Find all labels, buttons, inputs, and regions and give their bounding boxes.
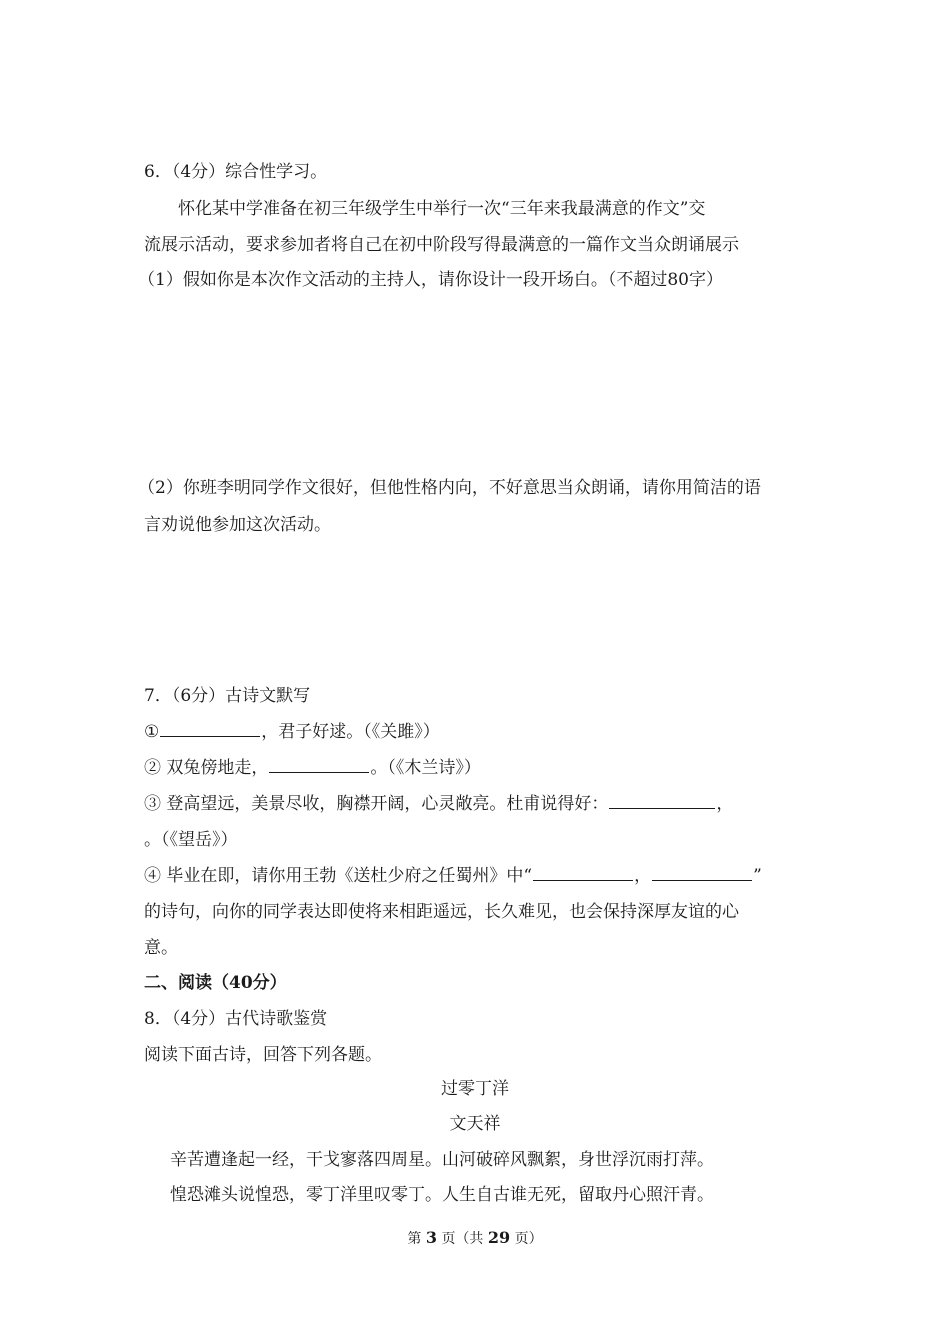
answer-blank-1[interactable] [160, 720, 260, 737]
answer-blank-4[interactable] [533, 864, 633, 881]
q6-part2-line2: 言劝说他参加这次活动。 [144, 515, 331, 535]
q7-item2-suffix: 。（《木兰诗》） [370, 758, 481, 778]
q7-item2 [144, 756, 810, 780]
q6-part1: （1）假如你是本次作文活动的主持人，请你设计一段开场白。（不超过80字） [138, 270, 723, 290]
footer-prefix: 第 [407, 1231, 422, 1247]
q6-part2-line1: （2）你班李明同学作文很好，但他性格内向，不好意思当众朗诵，请你用简洁的语 [138, 478, 761, 498]
footer-middle: 页（共 [441, 1231, 484, 1247]
q7-item1 [144, 720, 810, 744]
page-footer [0, 1228, 950, 1249]
section2-title: 二、阅读（40分） [144, 973, 287, 993]
q6-intro-line2: 流展示活动，要求参加者将自己在初中阶段写得最满意的一篇作文当众朗诵展示 [144, 235, 739, 255]
q7-item4-line2: 的诗句，向你的同学表达即使将来相距遥远，长久难见，也会保持深厚友谊的心 [144, 902, 739, 922]
q7-item1-prefix: ① [144, 722, 160, 742]
answer-blank-3[interactable] [609, 792, 715, 809]
q7-item4-mid: ， [634, 866, 652, 886]
q7-item4-prefix: ④ 毕业在即，请你用王勃《送杜少府之任蜀州》中“ [144, 866, 533, 886]
q7-item3 [144, 792, 810, 816]
q8-header: 8．（4分）古代诗歌鉴赏 [144, 1009, 328, 1029]
q8-instruction: 阅读下面古诗，回答下列各题。 [144, 1045, 382, 1065]
poem-title: 过零丁洋 [441, 1079, 509, 1099]
poem-line2: 惶恐滩头说惶恐，零丁洋里叹零丁。人生自古谁无死，留取丹心照汗青。 [170, 1185, 714, 1205]
q7-item3-line2: 。（《望岳》） [144, 830, 238, 850]
footer-total-pages: 29 [487, 1228, 511, 1247]
q7-item3-text: ③ 登高望远，美景尽收，胸襟开阔，心灵敞亮。杜甫说得好： [144, 794, 609, 814]
q6-intro-line1: 怀化某中学准备在初三年级学生中举行一次“三年来我最满意的作文”交 [178, 199, 706, 219]
q7-item4 [144, 864, 810, 888]
answer-blank-2[interactable] [269, 756, 369, 773]
poem-line1: 辛苦遭逢起一经，干戈寥落四周星。山河破碎风飘絮，身世浮沉雨打萍。 [170, 1150, 714, 1170]
footer-suffix: 页） [514, 1231, 543, 1247]
q7-item3-comma: ， [716, 794, 734, 814]
q7-item4-suffix: ” [753, 866, 762, 886]
footer-page-number: 3 [425, 1228, 437, 1247]
answer-blank-5[interactable] [652, 864, 752, 881]
q7-header: 7．（6分）古诗文默写 [144, 686, 311, 706]
q7-item2-prefix: ② 双兔傍地走， [144, 758, 269, 778]
q7-item1-suffix: ，君子好逑。（《关雎》） [261, 722, 440, 742]
q6-header: 6．（4分）综合性学习。 [144, 162, 328, 182]
q7-item4-line3: 意。 [144, 938, 178, 958]
poem-author: 文天祥 [449, 1114, 501, 1134]
